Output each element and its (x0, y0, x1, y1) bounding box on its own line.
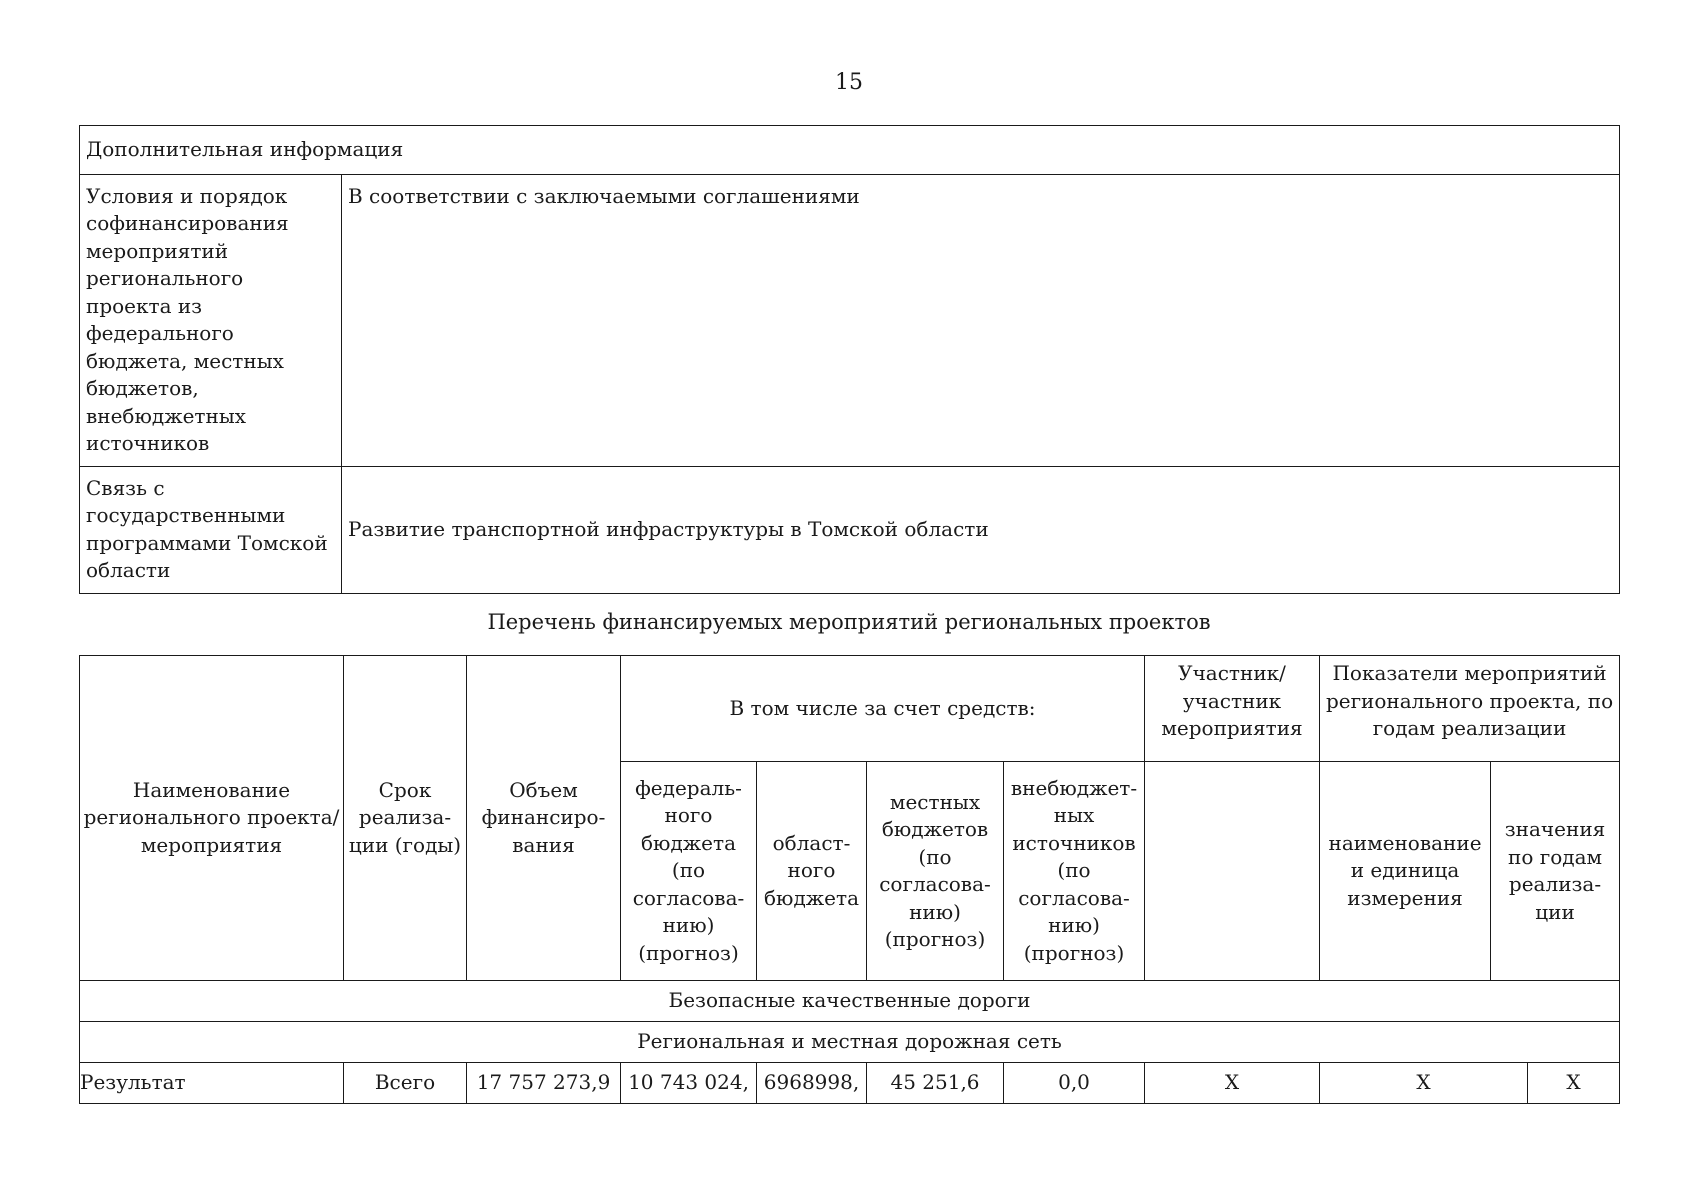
info-row-state-programs (80, 466, 1620, 593)
header-name: Наименование регионального проекта/ мероприятия (80, 656, 344, 981)
cofinancing-value: В соответствии с заключаемыми соглашениями (342, 174, 1620, 466)
list-title: Перечень финансируемых мероприятий региональных проектов (487, 610, 1211, 634)
fin-header-row-1 (80, 656, 1620, 762)
state-programs-label: Связь с государственными программами Томской области (80, 466, 342, 593)
header-local: местных бюджетов (по согласова- нию) (прогноз) (867, 762, 1004, 981)
header-indicators: Показатели мероприятий регионального проекта, по годам реализации (1320, 656, 1620, 762)
result-row (80, 1063, 1620, 1104)
page-number: 15 (835, 70, 863, 95)
section-safe-roads: Безопасные качественные дороги (80, 981, 1620, 1022)
info-row-cofinancing (80, 174, 1620, 466)
section-road-network: Региональная и местная дорожная сеть (80, 1022, 1620, 1063)
header-including: В том числе за счет средств: (621, 656, 1145, 762)
section-row-road-network (80, 1022, 1620, 1063)
result-local: 45 251,6 (867, 1063, 1004, 1104)
header-regional: област- ного бюджета (757, 762, 867, 981)
cofinancing-label: Условия и порядок софинансирования мероприятий регионального проекта из федерального бюджета, местных бюджетов, внебюджетных источников (80, 174, 342, 466)
additional-info-table (79, 125, 1620, 594)
header-participant-blank (1145, 762, 1320, 981)
info-table-header: Дополнительная информация (80, 126, 1620, 175)
state-programs-value: Развитие транспортной инфраструктуры в Томской области (342, 466, 1620, 593)
header-federal: федераль- ного бюджета (по согласова- нию) (прогноз) (621, 762, 757, 981)
result-indicator-name: X (1320, 1063, 1528, 1104)
section-row-safe-roads (80, 981, 1620, 1022)
result-participant: X (1145, 1063, 1320, 1104)
info-header-row (80, 126, 1620, 175)
financed-activities-table (79, 655, 1620, 1104)
header-indicator-name: наименование и единица измерения (1320, 762, 1491, 981)
header-term: Срок реализа- ции (годы) (344, 656, 467, 981)
result-volume: 17 757 273,9 (467, 1063, 621, 1104)
result-name: Результат (80, 1063, 344, 1104)
result-federal: 10 743 024, (621, 1063, 757, 1104)
result-indicator-values: X (1528, 1063, 1620, 1104)
header-volume: Объем финансиро- вания (467, 656, 621, 981)
result-offbudget: 0,0 (1004, 1063, 1145, 1104)
result-regional: 6968998, (757, 1063, 867, 1104)
header-participant: Участник/ участник мероприятия (1145, 656, 1320, 762)
result-term: Всего (344, 1063, 467, 1104)
header-indicator-values: значения по годам реализа- ции (1491, 762, 1620, 981)
header-offbudget: внебюджет- ных источников (по согласова- нию) (прогноз) (1004, 762, 1145, 981)
